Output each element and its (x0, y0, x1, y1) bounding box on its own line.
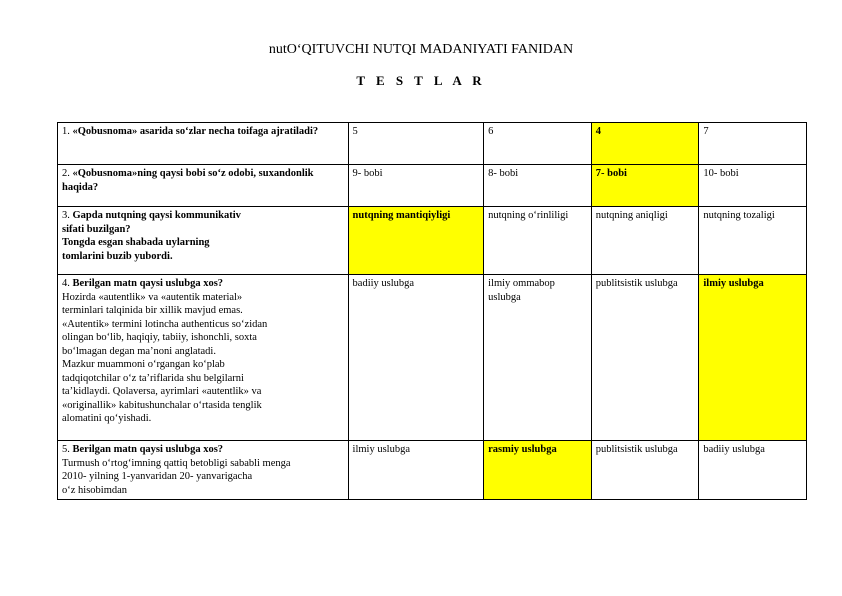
question-row (58, 123, 807, 165)
answer-option: badiiy uslubga (348, 275, 484, 441)
correct-answer-option: 4 (591, 123, 699, 165)
answer-option: nutqning tozaligi (699, 207, 807, 275)
correct-answer-option: nutqning mantiqiyligi (348, 207, 484, 275)
question-title: «Qobusnoma» asarida so‘zlar necha toifaga ajratiladi? (72, 126, 319, 137)
question-number: 3. (62, 210, 70, 221)
page-title: nutO‘QITUVCHI NUTQI MADANIYATI FANIDAN (268, 42, 574, 57)
question-title: Gapda nutqning qaysi kommunikativ sifati buzilgan? Tongda esgan shabada uylarning tomlarini buzib yubordi. (62, 210, 241, 262)
answer-option: 6 (484, 123, 592, 165)
question-number: 1. (62, 126, 70, 137)
question-number: 2. (62, 168, 70, 179)
page-subtitle: T E S T L A R (356, 73, 486, 88)
correct-answer-option: ilmiy uslubga (699, 275, 807, 441)
answer-option: 7 (699, 123, 807, 165)
question-row (58, 165, 807, 207)
answer-option: 5 (348, 123, 484, 165)
question-cell (58, 123, 349, 165)
answer-option: publitsistik uslubga (591, 275, 699, 441)
question-cell (58, 441, 349, 500)
question-number: 4. (62, 278, 70, 289)
test-table (57, 122, 807, 500)
question-row (58, 441, 807, 500)
correct-answer-option: rasmiy uslubga (484, 441, 592, 500)
correct-answer-option: 7- bobi (591, 165, 699, 207)
question-text: Hozirda «autentlik» va «autentik material» terminlari talqinida bir xillik mavjud emas. «Autentik» termini lotincha authenticus so‘zidan olingan bo‘lib, haqiqiy, tabiiy, ishonchli, soxta bo‘lmagan degan ma’noni anglatadi. Mazkur muammoni o‘rgangan ko‘plab tadqiqotchilar o‘z ta’riflarida shu belgilarni ta’kidlaydi. Qolaversa, ayrimlari «autentlik» va «originallik» kabitushunchalar o‘rtasida tenglik alomatini qo‘yishadi. (62, 291, 268, 424)
answer-option: ilmiy uslubga (348, 441, 484, 500)
answer-option: publitsistik uslubga (591, 441, 699, 500)
question-text: Turmush o‘rtog‘imning qattiq betobligi sababli menga 2010- yilning 1-yanvaridan 20- yanvarigacha o‘z hisobimdan (62, 457, 291, 496)
answer-option: 10- bobi (699, 165, 807, 207)
answer-option: 9- bobi (348, 165, 484, 207)
answer-option: nutqning aniqligi (591, 207, 699, 275)
question-cell (58, 275, 349, 441)
question-row (58, 207, 807, 275)
question-title: Berilgan matn qaysi uslubga xos? (72, 278, 224, 289)
question-title: «Qobusnoma»ning qaysi bobi so‘z odobi, suxandonlik haqida? (62, 168, 314, 193)
answer-option: ilmiy ommabop uslubga (484, 275, 592, 441)
question-row (58, 275, 807, 441)
question-number: 5. (62, 444, 70, 455)
question-cell (58, 165, 349, 207)
question-cell (58, 207, 349, 275)
answer-option: nutqning o‘rinliligi (484, 207, 592, 275)
answer-option: 8- bobi (484, 165, 592, 207)
answer-option: badiiy uslubga (699, 441, 807, 500)
question-title: Berilgan matn qaysi uslubga xos? (72, 444, 224, 455)
